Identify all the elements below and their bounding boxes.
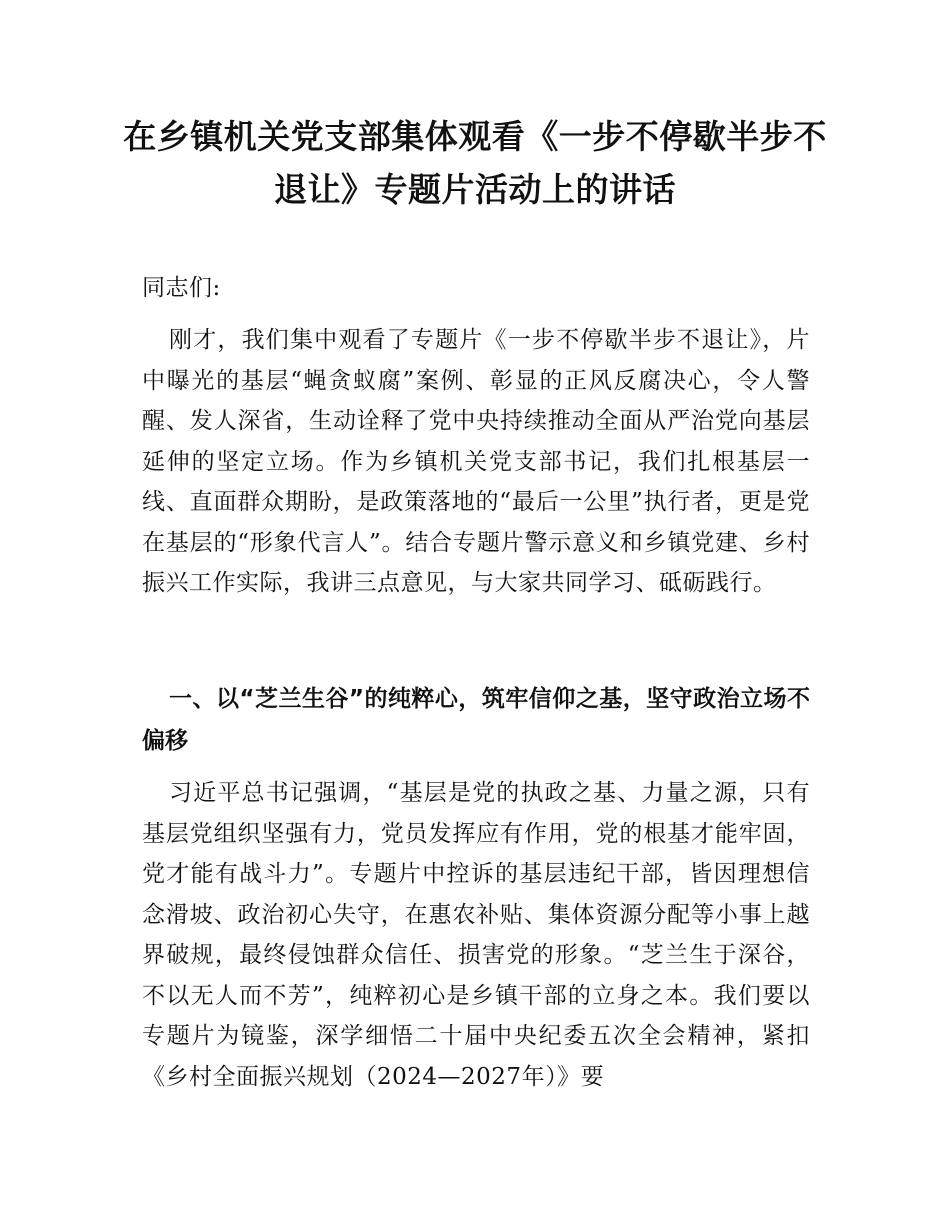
- salutation: 同志们:: [142, 275, 221, 301]
- section-heading-1: 一、以“芝兰生谷”的纯粹心，筑牢信仰之基，坚守政治立场不偏移: [142, 686, 810, 754]
- paragraph-2: 习近平总书记强调，“基层是党的执政之基、力量之源，只有基层党组织坚强有力，党员发挥应有作用，党的根基才能牢固，党才能有战斗力”。专题片中控诉的基层违纪干部，皆因理想信念滑坡、政治初心失守，在惠农补贴、集体资源分配等小事上越界破规，最终侵蚀群众信任、损害党的形象。“芝兰生于深谷，不以无人而不芳”，纯粹初心是乡镇干部的立身之本。我们要以专题片为镜鉴，深学细悟二十届中央纪委五次全会精神，紧扣《乡村全面振兴规划（2024—2027年）》要: [142, 780, 810, 1090]
- document-title: 在乡镇机关党支部集体观看《一步不停歇半步不退让》专题片活动上的讲话: [123, 117, 827, 209]
- paragraph-1: 刚才，我们集中观看了专题片《一步不停歇半步不退让》，片中曝光的基层“蝇贪蚁腐”案例、彰显的正风反腐决心，令人警醒、发人深省，生动诠释了党中央持续推动全面从严治党向基层延伸的坚定立场。作为乡镇机关党支部书记，我们扎根基层一线、直面群众期盼，是政策落地的“最后一公里”执行者，更是党在基层的“形象代言人”。结合专题片警示意义和乡镇党建、乡村振兴工作实际，我讲三点意见，与大家共同学习、砥砺践行。: [142, 327, 810, 596]
